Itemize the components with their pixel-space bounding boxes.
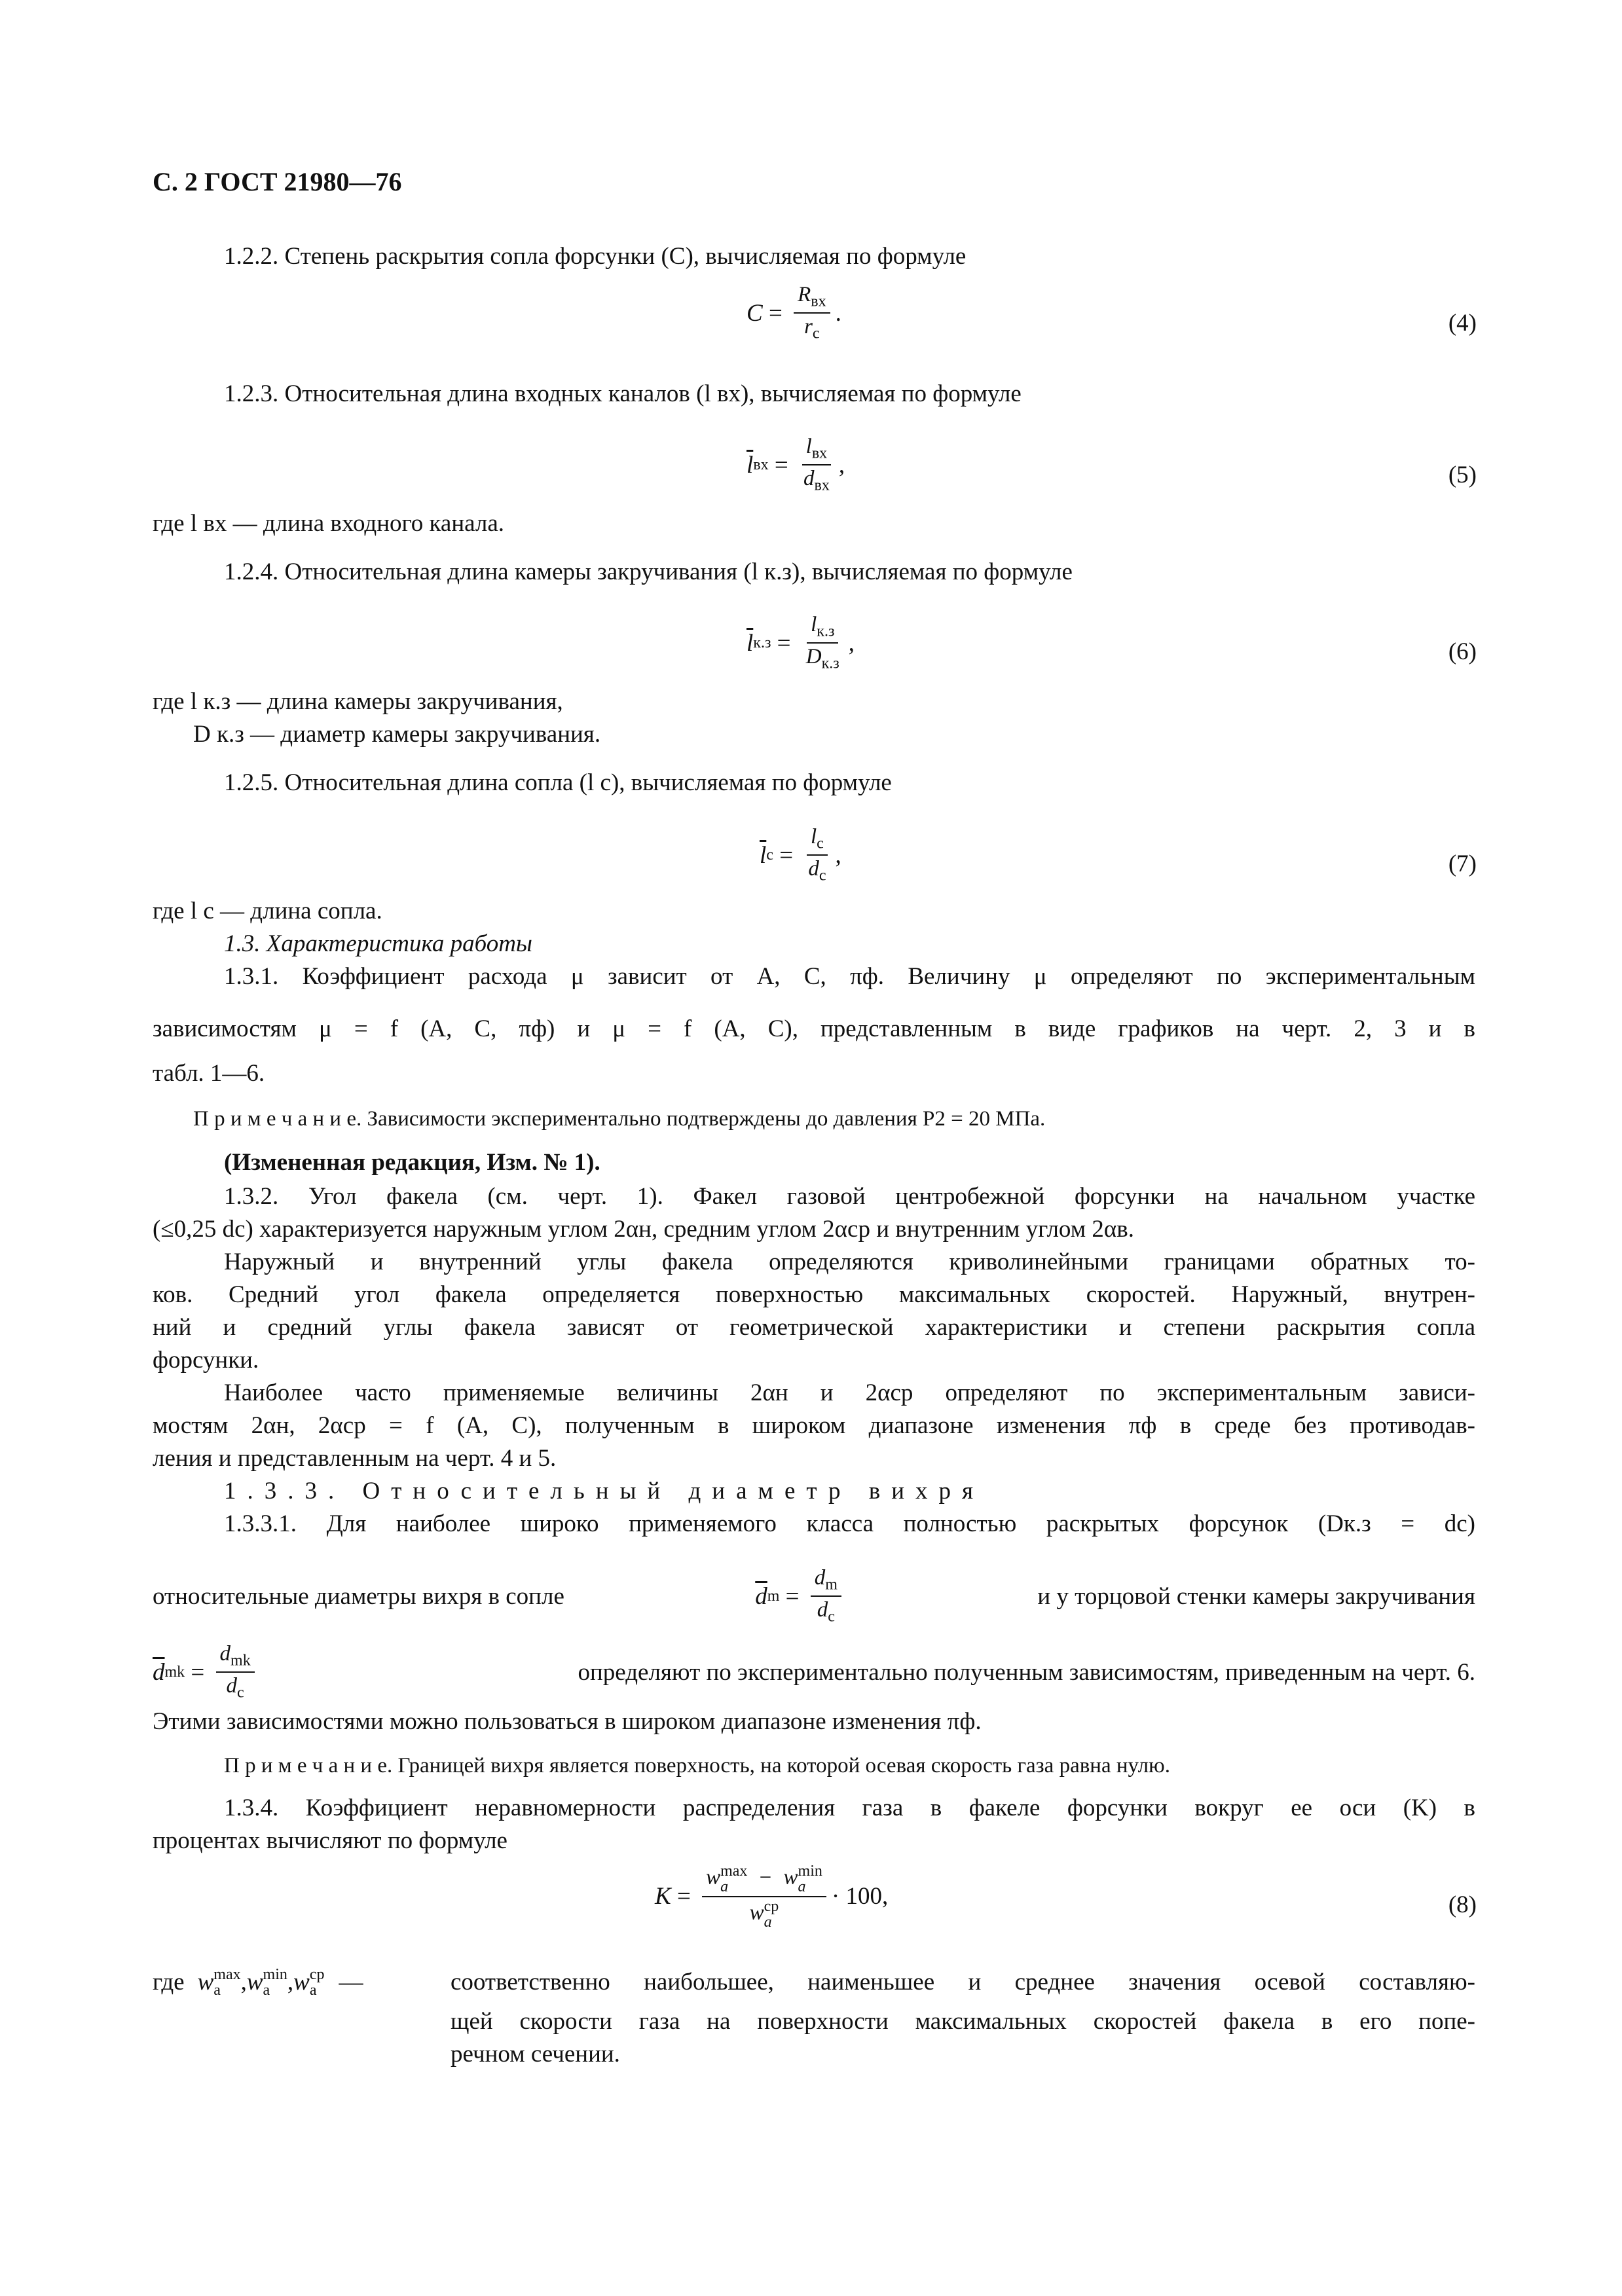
dm-den-sub: c: [828, 1608, 835, 1626]
where-8-a-2: a: [263, 1982, 270, 1999]
paragraph-1-3-2-line-2: (≤0,25 dс) характеризуется наружным углом 2αн, средним углом 2αср и внутренним углом 2αв.: [153, 1216, 1134, 1243]
where-8-a-3: a: [309, 1982, 317, 1999]
eq8-max: max: [720, 1863, 748, 1880]
where-8-pre: где: [153, 1969, 185, 1996]
where-8-max: max: [213, 1966, 241, 1983]
p1331b-post: и у торцовой стенки камеры закручивания: [1037, 1582, 1475, 1610]
paragraph-1-3-2-line-9: ления и представленным на черт. 4 и 5.: [153, 1445, 557, 1472]
section-1-3: 1.3. Характеристика работы: [224, 930, 532, 957]
where-8-a-1: a: [213, 1982, 221, 1999]
note-1: [193, 1105, 1516, 1133]
eq6-num-sub: к.з: [817, 623, 835, 640]
dm-num: d: [814, 1566, 826, 1590]
dmk-lhs-sub: mk: [164, 1663, 185, 1681]
dm-num-sub: m: [825, 1576, 838, 1594]
dmk-formula: $\overline{d}$ mk = $\frac{d_{mk}}{d_c}$: [153, 1642, 260, 1702]
eq8-lhs: K: [655, 1883, 671, 1910]
eq7-lhs-sub: с: [766, 846, 773, 864]
where-8-cp: cp: [309, 1966, 325, 1983]
note-1-label: П р и м е ч а н и е.: [193, 1107, 362, 1131]
eq5-den-sub: вх: [814, 477, 830, 494]
eq4-lhs: C: [746, 299, 763, 327]
paragraph-1-3-2-line-7: Наиболее часто применяемые величины 2αн и 2αср определяют по экспериментальным зависи-: [224, 1379, 1475, 1406]
equation-6: $\overline{l}$ к.з = $\frac{l_{к.з}}{D_{к.з}}$ ,: [746, 613, 855, 672]
where-8-w-1: w: [197, 1969, 214, 1996]
dm-formula: $\overline{d}$ m = $\frac{d_m}{d_c}$: [755, 1566, 847, 1626]
eq6-lhs: $\overline{l}$: [746, 629, 754, 657]
eq8-w-max: w: [706, 1865, 721, 1889]
dmk-num: d: [219, 1642, 231, 1666]
paragraph-1-3-4-line-1: 1.3.4. Коэффициент неравномерности распределения газа в факеле форсунки вокруг ее оси (K) в: [224, 1795, 1475, 1821]
paragraph-1-3-2-line-6: форсунки.: [153, 1347, 259, 1374]
where-8-min: min: [263, 1966, 287, 1983]
where-8-line-3: речном сечении.: [451, 2041, 620, 2068]
dm-lhs: $\overline{d}$: [755, 1582, 767, 1610]
equation-5: $\overline{l}$ вх = $\frac{l_{вх}}{d_{вх}}$ ,: [746, 435, 845, 494]
paragraph-1-3-3-1-line-2: [153, 1566, 1475, 1626]
dm-lhs-sub: m: [767, 1587, 780, 1605]
p1331c-post: определяют по экспериментально полученным зависимостям, приведенным на черт. 6.: [578, 1658, 1475, 1686]
eq8-cp: cp: [764, 1898, 779, 1915]
eq8-fraction: [702, 1863, 826, 1930]
dmk-den: d: [226, 1674, 238, 1698]
eq5-lhs-sub: вх: [753, 456, 769, 473]
eq6-den-sub: к.з: [821, 655, 839, 672]
eq8-a-2: a: [798, 1878, 806, 1895]
equation-8: K = w max a − w min a w cp a · 100,: [655, 1863, 889, 1931]
eq8-a-1: a: [720, 1878, 729, 1895]
dm-den: d: [817, 1598, 828, 1622]
eq7-num: l: [810, 825, 817, 848]
where-8-symbols: где w max a , w min a , w cp a —: [153, 1966, 363, 1999]
paragraph-1-2-4: 1.2.4. Относительная длина камеры закручивания (l к.з), вычисляемая по формуле: [224, 558, 1073, 585]
where-8-w-3: w: [293, 1969, 310, 1996]
eq7-den-sub: с: [819, 867, 826, 884]
eq6-den: D: [805, 645, 822, 669]
eq6-lhs-sub: к.з: [753, 634, 771, 651]
eq4-num-sub: вх: [811, 293, 826, 310]
where-8-variables: w max a , w min a , w cp a: [197, 1966, 325, 1999]
eq5-num: l: [805, 435, 812, 458]
paragraph-1-3-1-line-1: 1.3.1. Коэффициент расхода μ зависит от A, C, πф. Величину μ определяют по экспериментальным: [224, 963, 1475, 990]
where-8-line-1: соответственно наибольшее, наименьшее и среднее значения осевой составляю-: [451, 1969, 1475, 1995]
eq4-num: R: [798, 283, 811, 306]
amendment-note: (Измененная редакция, Изм. № 1).: [224, 1149, 600, 1176]
dmk-num-sub: mk: [230, 1652, 251, 1669]
eq8-a-3: a: [764, 1914, 772, 1931]
eq4-den: r: [804, 315, 813, 339]
eq6-fraction: [802, 613, 843, 673]
eq4-tail: .: [835, 299, 841, 327]
paragraph-1-2-3: 1.2.3. Относительная длина входных каналов (l вх), вычисляемая по формуле: [224, 380, 1022, 407]
paragraph-1-3-2-line-1: 1.3.2. Угол факела (см. черт. 1). Факел газовой центробежной форсунки на начальном участке: [224, 1183, 1475, 1210]
paragraph-1-3-4-line-2: процентах вычисляют по формуле: [153, 1827, 507, 1854]
paragraph-1-3-2-line-5: ний и средний углы факела зависят от геометрической характеристики и степени раскрытия сопла: [153, 1314, 1475, 1341]
eq8-w-cp: w: [749, 1901, 764, 1925]
section-1-3-3: 1.3.3. Относительный диаметр вихря: [224, 1478, 985, 1504]
paragraph-1-3-1-line-3: табл. 1—6.: [153, 1060, 265, 1087]
note-1-text: Зависимости экспериментально подтверждены до давления P2 = 20 МПа.: [367, 1107, 1046, 1131]
eq6-tail: ,: [848, 629, 855, 657]
paragraph-1-2-2: 1.2.2. Степень раскрытия сопла форсунки (C), вычисляемая по формуле: [224, 243, 967, 270]
eq5-den: d: [803, 467, 815, 491]
equation-8-number: (8): [1448, 1891, 1477, 1918]
eq8-minus: −: [759, 1865, 772, 1889]
paragraph-1-3-3-1-line-1: 1.3.3.1. Для наиболее широко применяемого класса полностью раскрытых форсунок (Dк.з = dс): [224, 1510, 1475, 1537]
note-2-label: П р и м е ч а н и е.: [224, 1754, 393, 1777]
dmk-lhs: $\overline{d}$: [153, 1658, 165, 1686]
eq7-den: d: [808, 857, 819, 881]
eq5-fraction: [800, 435, 834, 495]
where-5: где l вх — длина входного канала.: [153, 510, 505, 537]
eq8-w-min: w: [783, 1865, 798, 1889]
paragraph-1-3-2-line-3: Наружный и внутренний углы факела определяются криволинейными границами обратных то-: [224, 1248, 1475, 1275]
page-header: С. 2 ГОСТ 21980—76: [153, 167, 402, 196]
eq6-num: l: [811, 613, 817, 636]
eq8-tail: · 100,: [831, 1883, 889, 1910]
equation-7-number: (7): [1448, 850, 1477, 877]
eq4-den-sub: с: [812, 325, 820, 342]
paragraph-1-2-5: 1.2.5. Относительная длина сопла (l с), вычисляемая по формуле: [224, 769, 892, 796]
where-8-line-2: щей скорости газа на поверхности максимальных скоростей факела в его попе-: [451, 2008, 1475, 2035]
equation-4-number: (4): [1448, 310, 1477, 337]
dmk-den-sub: c: [237, 1684, 244, 1702]
eq7-fraction: [804, 825, 830, 885]
note-2: [224, 1752, 1547, 1779]
where-6b: D к.з — диаметр камеры закручивания.: [193, 721, 601, 748]
p1331b-pre: относительные диаметры вихря в сопле: [153, 1582, 564, 1610]
eq8-min: min: [798, 1863, 822, 1880]
eq7-num-sub: с: [817, 835, 824, 852]
paragraph-1-3-3-1-line-3: [153, 1642, 1475, 1702]
equation-4: C = $\frac{R_{вх}}{r_с}$ .: [746, 283, 841, 342]
eq5-lhs: $\overline{l}$: [746, 451, 754, 479]
dmk-fraction: [216, 1642, 255, 1702]
eq7-lhs: $\overline{l}$: [760, 841, 767, 869]
equation-6-number: (6): [1448, 638, 1477, 665]
equation-5-number: (5): [1448, 462, 1477, 488]
paragraph-1-3-3-1-line-4: Этими зависимостями можно пользоваться в широком диапазоне изменения πф.: [153, 1708, 982, 1735]
eq7-tail: ,: [835, 841, 841, 869]
where-6a: где l к.з — длина камеры закручивания,: [153, 688, 563, 715]
where-8-w-2: w: [246, 1969, 263, 1996]
eq5-tail: ,: [838, 451, 845, 479]
equation-7: $\overline{l}$ с = $\frac{l_с}{d_с}$ ,: [760, 825, 841, 884]
dm-fraction: [811, 1566, 841, 1626]
note-2-text: Границей вихря является поверхность, на которой осевая скорость газа равна нулю.: [397, 1754, 1170, 1777]
eq4-fraction: [794, 283, 830, 343]
paragraph-1-3-2-line-4: ков. Средний угол факела определяется поверхностью максимальных скоростей. Наружный, внутрен-: [153, 1281, 1475, 1308]
paragraph-1-3-2-line-8: мостям 2αн, 2αср = f (A, C), полученным в широком диапазоне изменения πф в среде без противодав-: [153, 1412, 1475, 1439]
eq5-num-sub: вх: [811, 445, 828, 462]
paragraph-1-3-1-line-2: зависимостям μ = f (A, C, πф) и μ = f (A, C), представленным в виде графиков на черт. 2, 3 и в: [153, 1015, 1475, 1042]
where-7: где l с — длина сопла.: [153, 898, 382, 924]
